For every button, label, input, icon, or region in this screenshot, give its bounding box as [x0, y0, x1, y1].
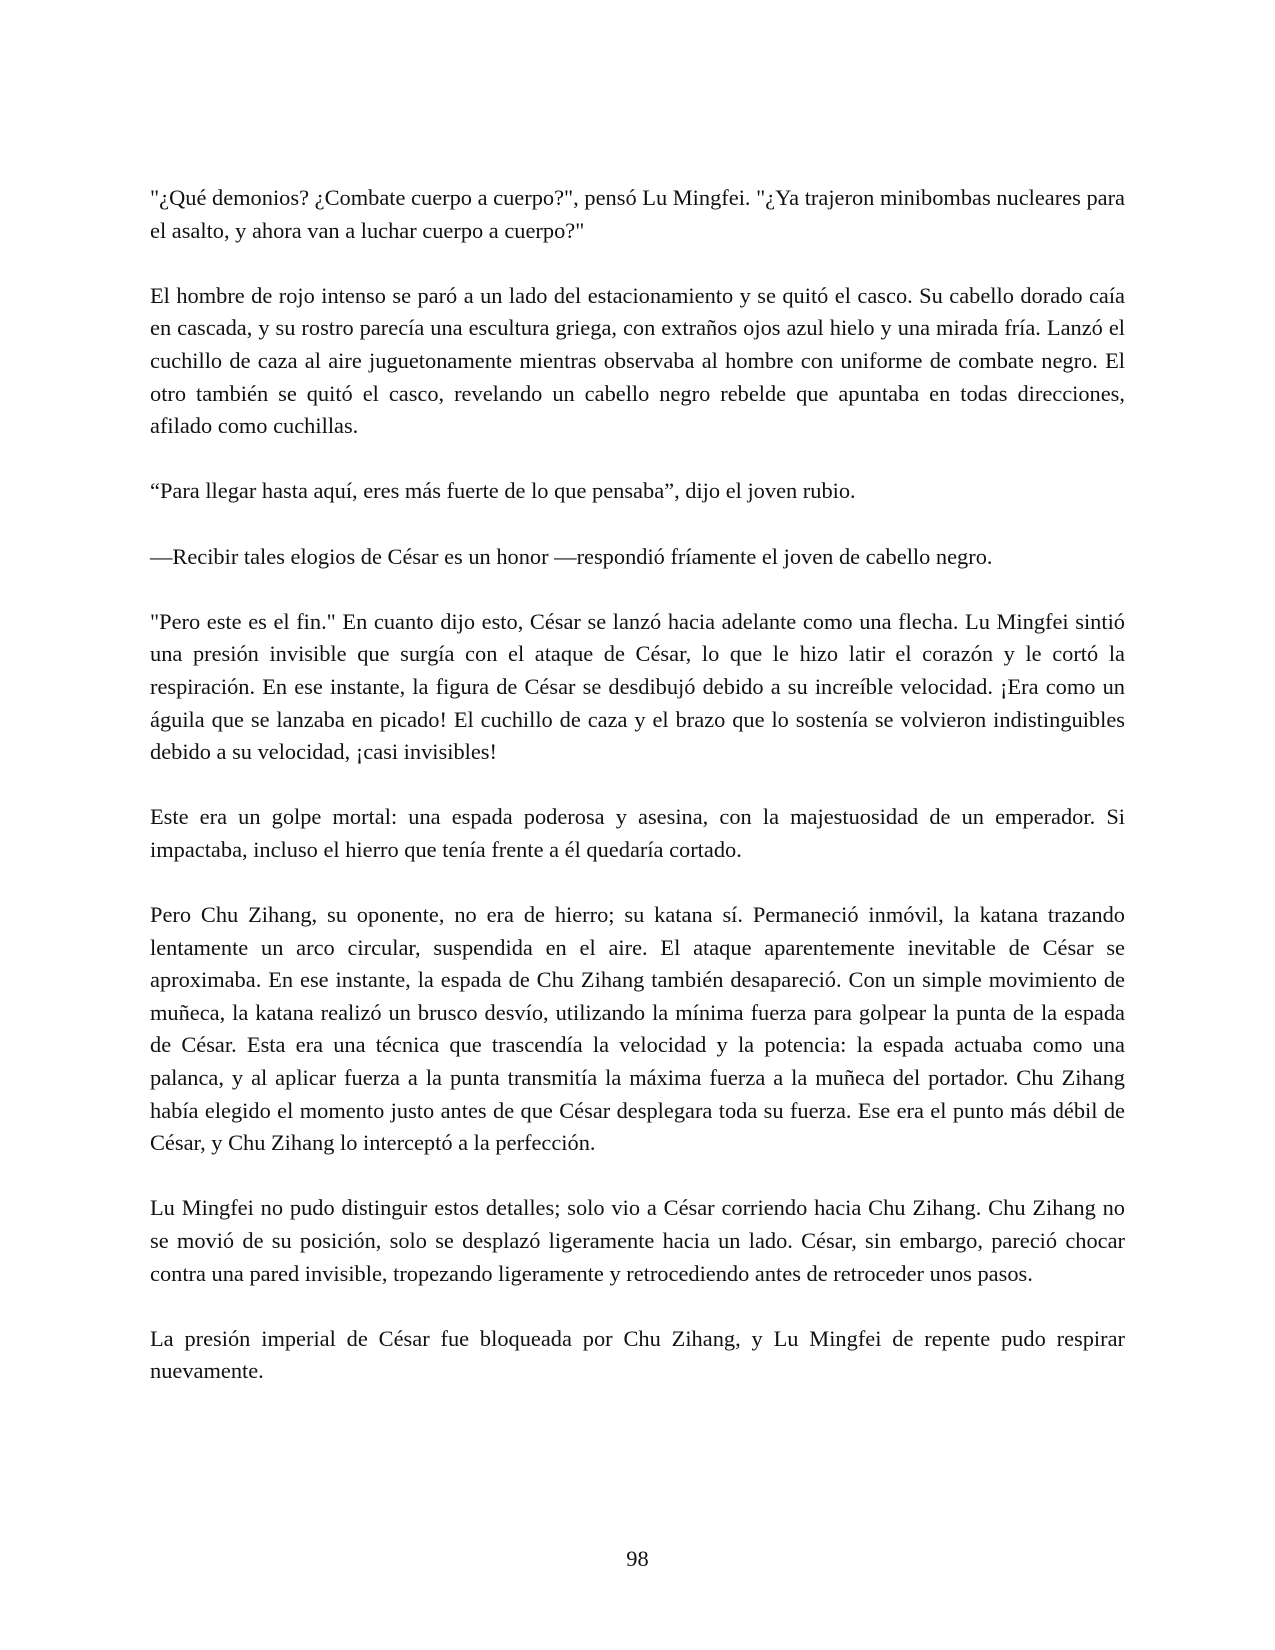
paragraph-4: —Recibir tales elogios de César es un honor —respondió fríamente el joven de cabello negro.	[150, 543, 993, 569]
paragraph-2: El hombre de rojo intenso se paró a un lado del estacionamiento y se quitó el casco. Su cabello dorado caía en cascada, y su rostro parecía una escultura griega, con extraños ojos azul hielo y una mirada fría. Lanzó el cuchillo de caza al aire juguetonamente mientras observaba al hombre con uniforme de combate negro. El otro también se quitó el casco, revelando un cabello negro rebelde que apuntaba en todas direcciones, afilado como cuchillas.	[150, 282, 1125, 439]
paragraph-7: Pero Chu Zihang, su oponente, no era de hierro; su katana sí. Permaneció inmóvil, la katana trazando lentamente un arco circular, suspendida en el aire. El ataque aparentemente inevitable de César se aproximaba. En ese instante, la espada de Chu Zihang también desapareció. Con un simple movimiento de muñeca, la katana realizó un brusco desvío, utilizando la mínima fuerza para golpear la punta de la espada de César. Esta era una técnica que trascendía la velocidad y la potencia: la espada actuaba como una palanca, y al aplicar fuerza a la punta transmitía la máxima fuerza a la muñeca del portador. Chu Zihang había elegido el momento justo antes de que César desplegara toda su fuerza. Ese era el punto más débil de César, y Chu Zihang lo interceptó a la perfección.	[150, 902, 1125, 1156]
page-body	[150, 182, 1125, 1388]
paragraph-3: “Para llegar hasta aquí, eres más fuerte de lo que pensaba”, dijo el joven rubio.	[150, 478, 856, 504]
paragraph-1: "¿Qué demonios? ¿Combate cuerpo a cuerpo?", pensó Lu Mingfei. "¿Ya trajeron minibombas nucleares para el asalto, y ahora van a luchar cuerpo a cuerpo?"	[150, 185, 1125, 243]
paragraph-6: Este era un golpe mortal: una espada poderosa y asesina, con la majestuosidad de un emperador. Si impactaba, incluso el hierro que tenía frente a él quedaría cortado.	[150, 804, 1125, 862]
page-number: 98	[626, 1546, 649, 1571]
paragraph-5: "Pero este es el fin." En cuanto dijo esto, César se lanzó hacia adelante como una flecha. Lu Mingfei sintió una presión invisible que surgía con el ataque de César, lo que le hizo latir el corazón y le cortó la respiración. En ese instante, la figura de César se desdibujó debido a su increíble velocidad. ¡Era como un águila que se lanzaba en picado! El cuchillo de caza y el brazo que lo sostenía se volvieron indistinguibles debido a su velocidad, ¡casi invisibles!	[150, 608, 1125, 765]
paragraph-8: Lu Mingfei no pudo distinguir estos detalles; solo vio a César corriendo hacia Chu Zihang. Chu Zihang no se movió de su posición, solo se desplazó ligeramente hacia un lado. César, sin embargo, pareció chocar contra una pared invisible, tropezando ligeramente y retrocediendo antes de retroceder unos pasos.	[150, 1195, 1125, 1286]
paragraph-9: La presión imperial de César fue bloqueada por Chu Zihang, y Lu Mingfei de repente pudo respirar nuevamente.	[150, 1325, 1125, 1384]
